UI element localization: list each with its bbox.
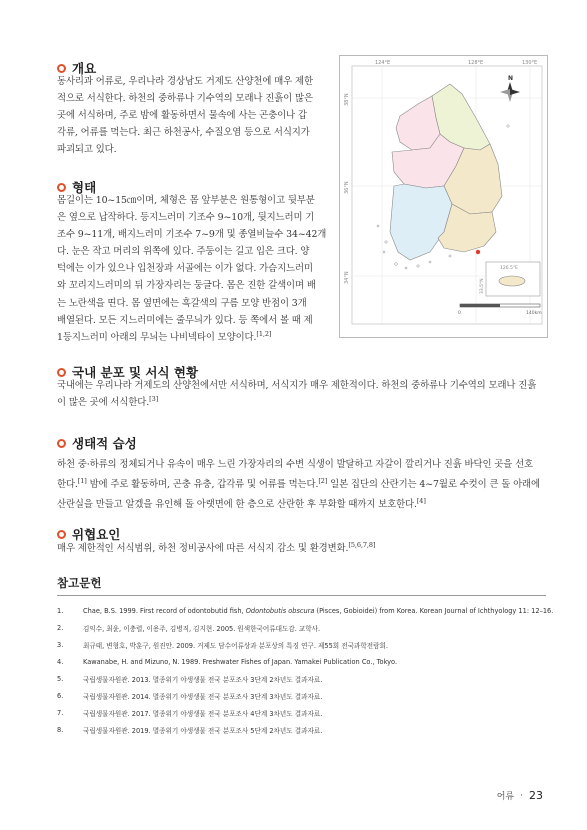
text-line-body: 매우 제한적인 서식범위, 하천 정비공사에 따른 서식지 감소 및 환경변화. [57, 543, 349, 554]
reference-text [83, 640, 557, 650]
bullet-ring-icon [57, 368, 66, 377]
citation: [3] [149, 394, 159, 403]
lon-label: 124°E [375, 60, 391, 66]
bullet-ring-icon [57, 183, 66, 192]
references-list [57, 602, 557, 738]
text-line: 조수 9~11개, 배지느러미 기조수 7~9개 및 종열비늘수 34~42개 [57, 229, 327, 241]
reference-text-part: Chae, B.S. 1999. First record of odontobutid fish, [83, 606, 246, 615]
text-line: 국내에는 우리나라 거제도의 산양천에서만 서식하며, 서식지가 매우 제한적이다. 하천의 중하류나 기수역의 모래나 진흙 [57, 380, 537, 391]
text-line-body: 일본 집단의 산란기는 4~7월로 수컷이 큰 돌 아래에 [327, 479, 540, 490]
reference-species-name: Odontobutis obscura [245, 606, 315, 615]
reference-item [57, 670, 557, 687]
lat-label: 34°N [344, 271, 350, 284]
jeju-inset [479, 262, 540, 296]
page-footer [497, 789, 543, 802]
reference-item [57, 602, 557, 619]
ecology-paragraph [57, 455, 552, 515]
reference-number: 6. [57, 691, 64, 700]
scale-end: 140km [526, 311, 542, 316]
reference-text [83, 725, 557, 735]
north-label: N [508, 75, 514, 82]
reference-item [57, 721, 557, 738]
scale-start: 0 [458, 311, 461, 316]
text-line: 몸길이는 10~15㎝이며, 체형은 몸 앞부분은 원통형이고 뒷부분 [57, 195, 315, 206]
text-line: 배열된다. 모든 지느러미에는 줄무늬가 있다. 등 쪽에서 볼 때 제 [57, 314, 313, 326]
text-line [57, 329, 332, 346]
citation: [4] [416, 496, 426, 505]
reference-text [83, 658, 557, 666]
reference-text-part: 최규태, 변형호, 박훈구, 원진안. 2009. 거제도 담수어류상과 분포상의 특징 연구. 제55회 전국과학전람회. [83, 641, 388, 650]
section-title: 위협요인 [72, 527, 121, 542]
reference-text [83, 708, 557, 718]
morphology-paragraph [57, 192, 332, 346]
jeju-island [499, 276, 525, 286]
citation: [2] [318, 476, 328, 485]
reference-text [83, 607, 557, 615]
text-line-body: 1등지느러미 아래의 무늬는 나비넥타이 모양이다. [57, 331, 257, 343]
reference-item [57, 636, 557, 653]
text-line: 동사리과 어류로, 우리나라 경상남도 거제도 산양천에 매우 제한 [57, 76, 313, 87]
text-line-body: 한다. [57, 479, 78, 490]
reference-text-part: (Pisces, Gobioidei) from Korea. Korean Journal of Ichthyology 11: 12–16. [314, 606, 554, 615]
province-jeolla [390, 184, 452, 260]
text-line-body: 이 많은 곳에 서식한다. [57, 397, 150, 409]
map-svg [340, 56, 547, 337]
lon-label: 130°E [522, 60, 538, 66]
text-line-body: 밤에 주로 활동하며, 곤충 유충, 갑각류 및 어류를 먹는다. [86, 479, 319, 490]
text-line: 적으로 서식한다. 하천의 중하류나 기수역의 모래나 진흙이 많은 [57, 93, 313, 105]
citation: [1,2] [256, 329, 272, 338]
inset-lon-label: 126.5°E [500, 266, 518, 271]
distribution-map [339, 55, 548, 338]
section-title: 생태적 습성 [72, 436, 137, 451]
reference-number: 7. [57, 708, 64, 717]
reference-text-part: 국립생물자원관. 2017. 멸종위기 야생생물 전국 분포조사 4단계 3차년도 결과자료. [83, 709, 323, 718]
footer-separator: · [520, 790, 523, 801]
reference-text-part: 국립생물자원관. 2013. 멸종위기 야생생물 전국 분포조사 3단계 2차년도 결과자료. [83, 675, 323, 684]
reference-text [83, 674, 557, 684]
reference-number: 1. [57, 606, 64, 615]
bullet-ring-icon [57, 439, 66, 448]
inset-lat-label: 33.5°N [480, 278, 485, 294]
text-line [57, 495, 552, 515]
text-line [57, 475, 552, 495]
reference-text-part: 국립생물자원관. 2014. 멸종위기 야생생물 전국 분포조사 3단계 3차년도 결과자료. [83, 692, 323, 701]
reference-item [57, 687, 557, 704]
reference-item [57, 704, 557, 721]
footer-category: 어류 [496, 792, 515, 802]
reference-text-part: Kawanabe, H. and Mizuno, N. 1989. Freshwater Fishes of Japan. Yamakei Publication Co., Tokyo. [83, 657, 398, 666]
reference-text [83, 691, 557, 701]
lat-label: 36°N [344, 181, 350, 194]
text-line: 은 옆으로 납작하다. 등지느러미 기조수 9~10개, 뒷지느러미 기 [57, 212, 315, 224]
lon-label: 128°E [468, 60, 484, 66]
reference-text-part: 김익수, 최윤, 이충렬, 이용주, 김병직, 김지현. 2005. 원색한국어류대도감. 교학사. [83, 624, 321, 633]
scale-bar [458, 304, 542, 316]
reference-number: 8. [57, 725, 64, 734]
reference-text [83, 623, 557, 633]
section-heading-ecology [57, 434, 137, 452]
reference-item [57, 619, 557, 636]
references-title: 참고문헌 [57, 576, 102, 590]
lat-label: 38°N [344, 93, 350, 106]
text-line: 파괴되고 있다. [57, 144, 117, 156]
text-line: 턱에는 이가 있으나 입천장과 서골에는 이가 없다. 가슴지느러미 [57, 263, 313, 275]
text-line: 각류, 어류를 먹는다. 최근 하천공사, 수질오염 등으로 서식지가 [57, 127, 310, 139]
citation: [5,6,7,8] [348, 540, 376, 549]
korea-landmass [390, 84, 502, 260]
section-title: 형태 [72, 180, 97, 195]
page-number: 23 [529, 789, 543, 802]
province-gyeonggi [396, 96, 440, 150]
text-line [57, 394, 552, 411]
reference-number: 3. [57, 640, 64, 649]
bullet-ring-icon [57, 530, 66, 539]
section-title: 국내 분포 및 서식 현황 [72, 365, 199, 380]
reference-item [57, 653, 557, 670]
bullet-ring-icon [57, 64, 66, 73]
distribution-paragraph [57, 377, 552, 411]
reference-number: 4. [57, 657, 64, 666]
text-line: 곳에 서식하며, 주로 밤에 활동하면서 물속에 사는 곤충이나 갑 [57, 110, 307, 122]
threats-paragraph [57, 540, 552, 557]
reference-text-part: 국립생물자원관. 2019. 멸종위기 야생생물 전국 분포조사 5단계 2차년도 결과자료. [83, 726, 323, 735]
overview-paragraph [57, 73, 332, 158]
text-line: 하천 중·하류의 정체되거나 유속이 매우 느린 가장자리의 수변 식생이 발달하고 자갈이 깔리거나 진흙 바닥인 곳을 선호 [57, 459, 533, 470]
text-line: 다. 눈은 작고 머리의 위쪽에 있다. 주둥이는 길고 입은 크다. 양 [57, 246, 310, 258]
habitat-point [476, 250, 480, 254]
reference-number: 5. [57, 674, 64, 683]
citation: [1] [77, 476, 87, 485]
text-line-body: 산란실을 만들고 알겠을 유인해 돌 아랫면에 한 층으로 산란한 후 부화할 때까지 보호한다. [57, 499, 417, 510]
text-line: 는 노란색을 띤다. 몸 옆면에는 흑갈색의 구름 모양 반점이 3개 [57, 297, 307, 309]
section-title: 개요 [72, 61, 97, 76]
text-line: 와 꼬리지느러미의 뒤 가장자리는 둥글다. 몸은 진한 갈색이며 배 [57, 280, 316, 292]
reference-number: 2. [57, 623, 64, 632]
text-line [57, 540, 552, 557]
references-divider [57, 595, 546, 596]
